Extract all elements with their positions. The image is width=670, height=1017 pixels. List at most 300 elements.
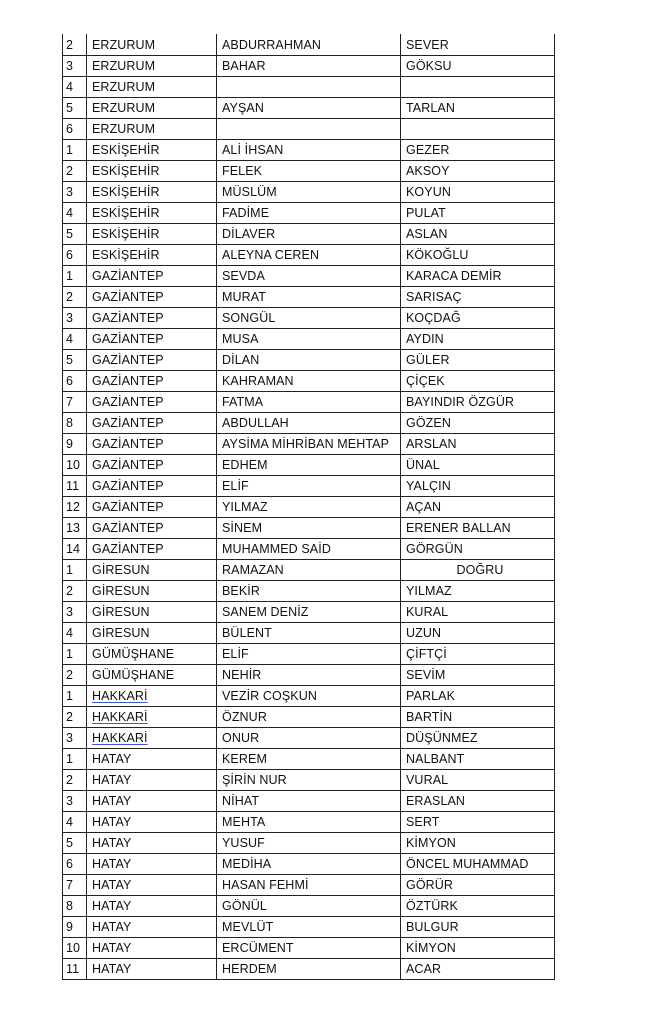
city-cell bbox=[87, 811, 217, 832]
last-name-cell-text: SARISAÇ bbox=[406, 289, 462, 304]
row-number-cell-text: 14 bbox=[66, 541, 81, 556]
last-name-cell bbox=[401, 55, 555, 76]
first-name-cell bbox=[217, 517, 401, 538]
row-number-cell bbox=[63, 937, 87, 958]
first-name-cell-text: FELEK bbox=[222, 163, 263, 178]
last-name-cell bbox=[401, 496, 555, 517]
last-name-cell bbox=[401, 832, 555, 853]
city-cell-text: GAZİANTEP bbox=[92, 457, 164, 472]
first-name-cell-text: ALEYNA CEREN bbox=[222, 247, 320, 262]
table-body bbox=[63, 34, 555, 979]
city-cell bbox=[87, 55, 217, 76]
first-name-cell-text: AYŞAN bbox=[222, 100, 264, 115]
first-name-cell bbox=[217, 265, 401, 286]
row-number-cell bbox=[63, 307, 87, 328]
row-number-cell bbox=[63, 223, 87, 244]
last-name-cell-text: ERASLAN bbox=[406, 793, 466, 808]
first-name-cell-text: NEHİR bbox=[222, 667, 262, 682]
city-cell-text: HAKKARİ bbox=[92, 688, 148, 703]
first-name-cell-text: KEREM bbox=[222, 751, 267, 766]
table-row bbox=[63, 874, 555, 895]
city-cell-text: GAZİANTEP bbox=[92, 436, 164, 451]
row-number-cell bbox=[63, 811, 87, 832]
row-number-cell-text: 5 bbox=[66, 352, 74, 367]
row-number-cell-text: 1 bbox=[66, 562, 74, 577]
last-name-cell-text: GÜLER bbox=[406, 352, 450, 367]
city-cell bbox=[87, 769, 217, 790]
first-name-cell-text: FADİME bbox=[222, 205, 270, 220]
last-name-cell bbox=[401, 307, 555, 328]
last-name-cell bbox=[401, 265, 555, 286]
row-number-cell bbox=[63, 958, 87, 979]
row-number-cell bbox=[63, 97, 87, 118]
first-name-cell bbox=[217, 664, 401, 685]
row-number-cell bbox=[63, 601, 87, 622]
last-name-cell-text: ÖZTÜRK bbox=[406, 898, 458, 913]
city-cell bbox=[87, 160, 217, 181]
first-name-cell bbox=[217, 328, 401, 349]
row-number-cell-text: 10 bbox=[66, 457, 81, 472]
city-cell bbox=[87, 118, 217, 139]
table-row bbox=[63, 160, 555, 181]
first-name-cell bbox=[217, 412, 401, 433]
first-name-cell-text: BÜLENT bbox=[222, 625, 272, 640]
row-number-cell-text: 1 bbox=[66, 688, 74, 703]
table-row bbox=[63, 769, 555, 790]
row-number-cell-text: 4 bbox=[66, 79, 74, 94]
first-name-cell bbox=[217, 286, 401, 307]
row-number-cell-text: 2 bbox=[66, 37, 74, 52]
first-name-cell bbox=[217, 244, 401, 265]
table-row bbox=[63, 181, 555, 202]
row-number-cell bbox=[63, 34, 87, 55]
city-cell-text: ESKİŞEHİR bbox=[92, 142, 160, 157]
city-cell bbox=[87, 76, 217, 97]
table-row bbox=[63, 580, 555, 601]
city-cell-text: ESKİŞEHİR bbox=[92, 163, 160, 178]
first-name-cell-text: FATMA bbox=[222, 394, 264, 409]
city-cell bbox=[87, 538, 217, 559]
row-number-cell bbox=[63, 244, 87, 265]
city-cell bbox=[87, 559, 217, 580]
city-cell bbox=[87, 874, 217, 895]
row-number-cell bbox=[63, 454, 87, 475]
city-cell bbox=[87, 664, 217, 685]
row-number-cell-text: 2 bbox=[66, 289, 74, 304]
first-name-cell bbox=[217, 874, 401, 895]
table-row bbox=[63, 748, 555, 769]
city-cell-text: ESKİŞEHİR bbox=[92, 205, 160, 220]
city-cell bbox=[87, 916, 217, 937]
row-number-cell bbox=[63, 874, 87, 895]
last-name-cell bbox=[401, 580, 555, 601]
city-cell-text: ERZURUM bbox=[92, 100, 156, 115]
row-number-cell-text: 2 bbox=[66, 667, 74, 682]
city-cell bbox=[87, 622, 217, 643]
table-row bbox=[63, 139, 555, 160]
city-cell bbox=[87, 496, 217, 517]
last-name-cell-text: AYDIN bbox=[406, 331, 444, 346]
first-name-cell bbox=[217, 475, 401, 496]
city-cell-text: GAZİANTEP bbox=[92, 541, 164, 556]
row-number-cell-text: 10 bbox=[66, 940, 81, 955]
city-cell bbox=[87, 391, 217, 412]
row-number-cell bbox=[63, 475, 87, 496]
row-number-cell bbox=[63, 727, 87, 748]
city-cell-text: GAZİANTEP bbox=[92, 394, 164, 409]
table-row bbox=[63, 622, 555, 643]
row-number-cell-text: 1 bbox=[66, 646, 74, 661]
city-cell-text: HATAY bbox=[92, 898, 132, 913]
first-name-cell bbox=[217, 811, 401, 832]
city-cell-text: GAZİANTEP bbox=[92, 478, 164, 493]
city-cell-text: HAKKARİ bbox=[92, 730, 148, 745]
row-number-cell-text: 6 bbox=[66, 247, 74, 262]
last-name-cell-text: YALÇIN bbox=[406, 478, 451, 493]
last-name-cell bbox=[401, 958, 555, 979]
last-name-cell-text: GÖRÜR bbox=[406, 877, 454, 892]
row-number-cell bbox=[63, 559, 87, 580]
last-name-cell-text: DÜŞÜNMEZ bbox=[406, 730, 478, 745]
first-name-cell bbox=[217, 391, 401, 412]
first-name-cell bbox=[217, 853, 401, 874]
first-name-cell bbox=[217, 832, 401, 853]
city-cell bbox=[87, 223, 217, 244]
city-cell-text: HATAY bbox=[92, 814, 132, 829]
row-number-cell-text: 9 bbox=[66, 436, 74, 451]
first-name-cell bbox=[217, 916, 401, 937]
first-name-cell bbox=[217, 370, 401, 391]
last-name-cell bbox=[401, 874, 555, 895]
table-row bbox=[63, 538, 555, 559]
city-cell-text: HATAY bbox=[92, 940, 132, 955]
row-number-cell bbox=[63, 664, 87, 685]
row-number-cell-text: 5 bbox=[66, 100, 74, 115]
first-name-cell-text: MEVLÜT bbox=[222, 919, 274, 934]
city-cell-text: ERZURUM bbox=[92, 37, 156, 52]
last-name-cell-text: ÇİÇEK bbox=[406, 373, 445, 388]
row-number-cell-text: 2 bbox=[66, 163, 74, 178]
table-row bbox=[63, 118, 555, 139]
last-name-cell bbox=[401, 937, 555, 958]
first-name-cell-text: SANEM DENİZ bbox=[222, 604, 309, 619]
row-number-cell bbox=[63, 118, 87, 139]
row-number-cell bbox=[63, 370, 87, 391]
row-number-cell-text: 3 bbox=[66, 793, 74, 808]
table-row bbox=[63, 958, 555, 979]
row-number-cell-text: 7 bbox=[66, 877, 74, 892]
row-number-cell bbox=[63, 853, 87, 874]
last-name-cell bbox=[401, 643, 555, 664]
first-name-cell bbox=[217, 643, 401, 664]
first-name-cell-text: MUSA bbox=[222, 331, 259, 346]
city-cell-text: GİRESUN bbox=[92, 583, 150, 598]
row-number-cell-text: 12 bbox=[66, 499, 81, 514]
city-cell-text: HATAY bbox=[92, 919, 132, 934]
row-number-cell bbox=[63, 706, 87, 727]
first-name-cell-text: SONGÜL bbox=[222, 310, 276, 325]
table-row bbox=[63, 412, 555, 433]
last-name-cell-text: SEVİM bbox=[406, 667, 446, 682]
first-name-cell-text: DİLAN bbox=[222, 352, 260, 367]
city-cell-text: HATAY bbox=[92, 835, 132, 850]
row-number-cell bbox=[63, 769, 87, 790]
row-number-cell bbox=[63, 328, 87, 349]
last-name-cell-text: PARLAK bbox=[406, 688, 456, 703]
last-name-cell-text: KÖKOĞLU bbox=[406, 247, 469, 262]
table-row bbox=[63, 202, 555, 223]
last-name-cell-text: AÇAN bbox=[406, 499, 442, 514]
city-cell-text: GAZİANTEP bbox=[92, 268, 164, 283]
row-number-cell bbox=[63, 895, 87, 916]
city-cell-text: GAZİANTEP bbox=[92, 373, 164, 388]
last-name-cell bbox=[401, 370, 555, 391]
last-name-cell bbox=[401, 454, 555, 475]
city-cell-text: GÜMÜŞHANE bbox=[92, 646, 175, 661]
first-name-cell bbox=[217, 118, 401, 139]
last-name-cell bbox=[401, 769, 555, 790]
row-number-cell-text: 1 bbox=[66, 268, 74, 283]
row-number-cell-text: 1 bbox=[66, 142, 74, 157]
first-name-cell bbox=[217, 454, 401, 475]
last-name-cell bbox=[401, 139, 555, 160]
first-name-cell bbox=[217, 937, 401, 958]
table-row bbox=[63, 832, 555, 853]
first-name-cell-text: GÖNÜL bbox=[222, 898, 267, 913]
row-number-cell-text: 6 bbox=[66, 856, 74, 871]
first-name-cell bbox=[217, 748, 401, 769]
table-row bbox=[63, 349, 555, 370]
last-name-cell-text: KOYUN bbox=[406, 184, 451, 199]
row-number-cell bbox=[63, 55, 87, 76]
city-cell bbox=[87, 580, 217, 601]
last-name-cell-text: ÇİFTÇİ bbox=[406, 646, 447, 661]
row-number-cell bbox=[63, 916, 87, 937]
row-number-cell bbox=[63, 433, 87, 454]
last-name-cell bbox=[401, 286, 555, 307]
row-number-cell bbox=[63, 517, 87, 538]
first-name-cell bbox=[217, 958, 401, 979]
last-name-cell-text: UZUN bbox=[406, 625, 442, 640]
row-number-cell-text: 9 bbox=[66, 919, 74, 934]
last-name-cell bbox=[401, 727, 555, 748]
row-number-cell-text: 5 bbox=[66, 226, 74, 241]
row-number-cell-text: 6 bbox=[66, 373, 74, 388]
city-cell-text: ESKİŞEHİR bbox=[92, 184, 160, 199]
row-number-cell-text: 4 bbox=[66, 331, 74, 346]
row-number-cell-text: 8 bbox=[66, 415, 74, 430]
row-number-cell bbox=[63, 160, 87, 181]
last-name-cell bbox=[401, 244, 555, 265]
city-cell bbox=[87, 643, 217, 664]
row-number-cell-text: 1 bbox=[66, 751, 74, 766]
first-name-cell bbox=[217, 559, 401, 580]
last-name-cell bbox=[401, 181, 555, 202]
first-name-cell-text: RAMAZAN bbox=[222, 562, 284, 577]
city-cell bbox=[87, 181, 217, 202]
last-name-cell bbox=[401, 223, 555, 244]
last-name-cell bbox=[401, 664, 555, 685]
last-name-cell-text: DOĞRU bbox=[456, 562, 504, 577]
last-name-cell-text: YILMAZ bbox=[406, 583, 452, 598]
table-row bbox=[63, 727, 555, 748]
city-cell-text: GAZİANTEP bbox=[92, 415, 164, 430]
last-name-cell bbox=[401, 202, 555, 223]
first-name-cell-text: ŞİRİN NUR bbox=[222, 772, 287, 787]
first-name-cell bbox=[217, 433, 401, 454]
city-cell bbox=[87, 265, 217, 286]
first-name-cell bbox=[217, 790, 401, 811]
first-name-cell-text: ELİF bbox=[222, 646, 249, 661]
first-name-cell bbox=[217, 160, 401, 181]
first-name-cell-text: MUHAMMED SAİD bbox=[222, 541, 331, 556]
row-number-cell bbox=[63, 832, 87, 853]
city-cell-text: GAZİANTEP bbox=[92, 520, 164, 535]
city-cell bbox=[87, 853, 217, 874]
candidate-table bbox=[62, 34, 555, 980]
last-name-cell bbox=[401, 517, 555, 538]
city-cell bbox=[87, 790, 217, 811]
table-row bbox=[63, 286, 555, 307]
city-cell bbox=[87, 832, 217, 853]
last-name-cell bbox=[401, 685, 555, 706]
city-cell bbox=[87, 412, 217, 433]
first-name-cell bbox=[217, 181, 401, 202]
table-row bbox=[63, 916, 555, 937]
first-name-cell bbox=[217, 349, 401, 370]
last-name-cell bbox=[401, 853, 555, 874]
row-number-cell-text: 6 bbox=[66, 121, 74, 136]
row-number-cell-text: 2 bbox=[66, 772, 74, 787]
last-name-cell bbox=[401, 349, 555, 370]
last-name-cell-text: VURAL bbox=[406, 772, 449, 787]
table-row bbox=[63, 454, 555, 475]
last-name-cell-text: NALBANT bbox=[406, 751, 465, 766]
city-cell bbox=[87, 517, 217, 538]
city-cell-text: GAZİANTEP bbox=[92, 352, 164, 367]
city-cell bbox=[87, 748, 217, 769]
last-name-cell-text: ARSLAN bbox=[406, 436, 457, 451]
city-cell bbox=[87, 706, 217, 727]
last-name-cell-text: KİMYON bbox=[406, 835, 456, 850]
city-cell bbox=[87, 895, 217, 916]
last-name-cell-text: PULAT bbox=[406, 205, 446, 220]
last-name-cell-text: KURAL bbox=[406, 604, 449, 619]
table-row bbox=[63, 244, 555, 265]
city-cell-text: GÜMÜŞHANE bbox=[92, 667, 175, 682]
row-number-cell bbox=[63, 580, 87, 601]
last-name-cell-text: KİMYON bbox=[406, 940, 456, 955]
row-number-cell bbox=[63, 265, 87, 286]
city-cell-text: HATAY bbox=[92, 793, 132, 808]
last-name-cell-text: ÖNCEL MUHAMMAD bbox=[406, 856, 529, 871]
first-name-cell-text: MEHTA bbox=[222, 814, 266, 829]
row-number-cell bbox=[63, 181, 87, 202]
city-cell bbox=[87, 685, 217, 706]
first-name-cell bbox=[217, 34, 401, 55]
last-name-cell-text: ASLAN bbox=[406, 226, 448, 241]
city-cell-text: GİRESUN bbox=[92, 625, 150, 640]
city-cell-text: GAZİANTEP bbox=[92, 310, 164, 325]
first-name-cell-text: HERDEM bbox=[222, 961, 277, 976]
last-name-cell-text: BULGUR bbox=[406, 919, 459, 934]
city-cell bbox=[87, 349, 217, 370]
city-cell bbox=[87, 139, 217, 160]
row-number-cell-text: 7 bbox=[66, 394, 74, 409]
city-cell bbox=[87, 433, 217, 454]
row-number-cell bbox=[63, 391, 87, 412]
city-cell bbox=[87, 370, 217, 391]
city-cell bbox=[87, 202, 217, 223]
first-name-cell bbox=[217, 601, 401, 622]
row-number-cell-text: 2 bbox=[66, 583, 74, 598]
row-number-cell bbox=[63, 622, 87, 643]
first-name-cell-text: YUSUF bbox=[222, 835, 265, 850]
table-row bbox=[63, 265, 555, 286]
table-row bbox=[63, 517, 555, 538]
last-name-cell bbox=[401, 391, 555, 412]
row-number-cell bbox=[63, 748, 87, 769]
first-name-cell-text: ÖZNUR bbox=[222, 709, 267, 724]
city-cell-text: HATAY bbox=[92, 751, 132, 766]
first-name-cell-text: MEDİHA bbox=[222, 856, 272, 871]
city-cell bbox=[87, 937, 217, 958]
last-name-cell-text: ERENER BALLAN bbox=[406, 520, 511, 535]
first-name-cell bbox=[217, 538, 401, 559]
table-row bbox=[63, 811, 555, 832]
first-name-cell-text: ABDURRAHMAN bbox=[222, 37, 322, 52]
row-number-cell-text: 4 bbox=[66, 814, 74, 829]
first-name-cell-text: MURAT bbox=[222, 289, 267, 304]
first-name-cell-text: DİLAVER bbox=[222, 226, 276, 241]
first-name-cell bbox=[217, 139, 401, 160]
last-name-cell bbox=[401, 706, 555, 727]
table-row bbox=[63, 853, 555, 874]
row-number-cell bbox=[63, 139, 87, 160]
last-name-cell bbox=[401, 97, 555, 118]
first-name-cell-text: KAHRAMAN bbox=[222, 373, 294, 388]
first-name-cell bbox=[217, 55, 401, 76]
first-name-cell-text: AYSİMA MİHRİBAN MEHTAP bbox=[222, 436, 390, 451]
row-number-cell-text: 8 bbox=[66, 898, 74, 913]
city-cell bbox=[87, 286, 217, 307]
first-name-cell bbox=[217, 706, 401, 727]
first-name-cell-text: BEKİR bbox=[222, 583, 261, 598]
row-number-cell bbox=[63, 685, 87, 706]
last-name-cell bbox=[401, 475, 555, 496]
city-cell bbox=[87, 475, 217, 496]
row-number-cell-text: 11 bbox=[66, 961, 80, 976]
first-name-cell-text: MÜSLÜM bbox=[222, 184, 277, 199]
city-cell-text: ESKİŞEHİR bbox=[92, 226, 160, 241]
first-name-cell bbox=[217, 202, 401, 223]
city-cell bbox=[87, 328, 217, 349]
last-name-cell-text: GÖRGÜN bbox=[406, 541, 463, 556]
first-name-cell bbox=[217, 895, 401, 916]
table-row bbox=[63, 223, 555, 244]
first-name-cell-text: ALİ İHSAN bbox=[222, 142, 284, 157]
table-row bbox=[63, 496, 555, 517]
city-cell-text: HATAY bbox=[92, 961, 132, 976]
table-row bbox=[63, 328, 555, 349]
city-cell-text: ERZURUM bbox=[92, 58, 156, 73]
first-name-cell bbox=[217, 580, 401, 601]
city-cell bbox=[87, 727, 217, 748]
last-name-cell bbox=[401, 622, 555, 643]
city-cell-text: HATAY bbox=[92, 772, 132, 787]
table-row bbox=[63, 685, 555, 706]
row-number-cell-text: 4 bbox=[66, 625, 74, 640]
